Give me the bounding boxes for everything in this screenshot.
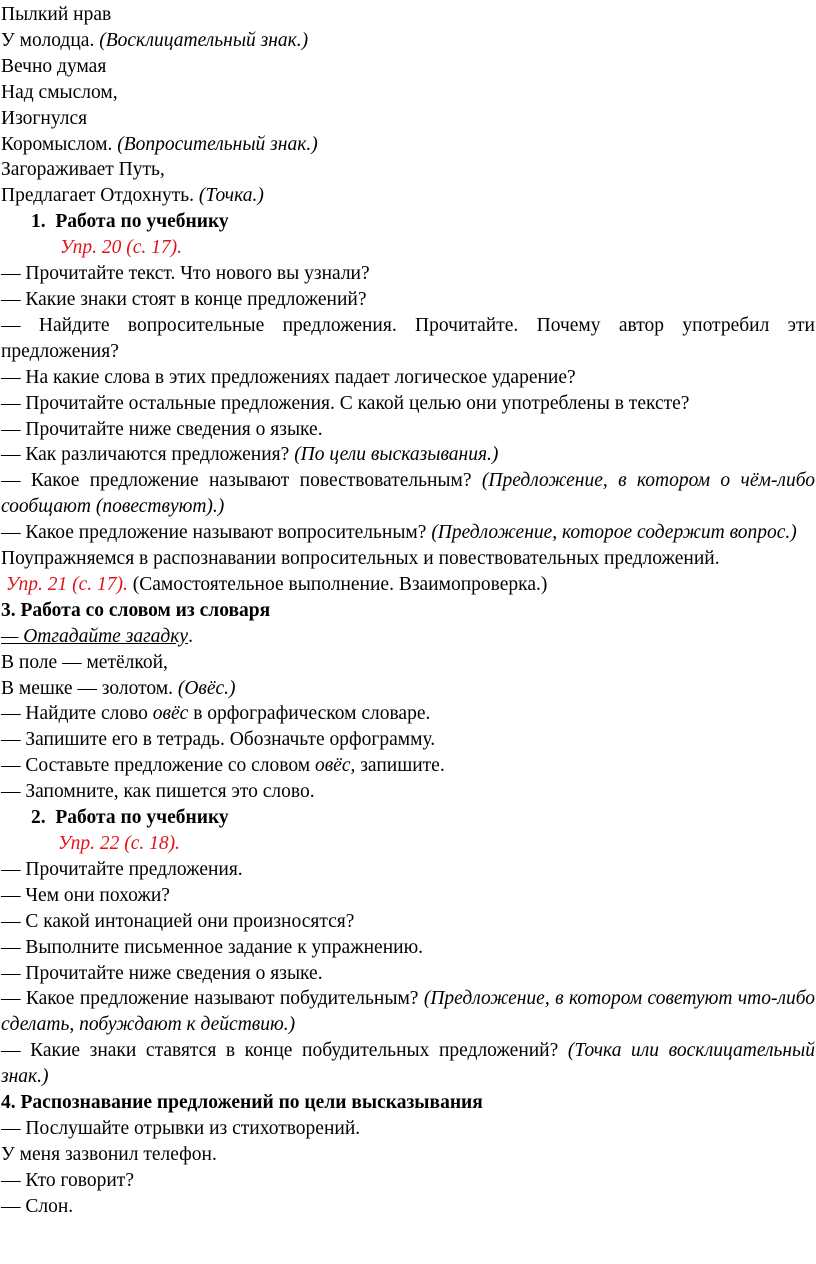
riddle-prompt: — Отгадайте загадку.: [1, 625, 193, 647]
answer-text: (Предложение, в котором советуют что-либо сделать, побуждают к действию.): [1, 988, 815, 1036]
exercise-ref: Упр. 20 (с. 17).: [60, 237, 182, 259]
riddle-answer: (Точка.): [198, 185, 264, 207]
question-line: — Какое предложение называют побудительным? (Предложение, в котором советуют что-либо сделать, побуждают к действию.): [1, 988, 815, 1036]
riddle-line: Над смыслом,: [1, 81, 118, 103]
poem-line: У меня зазвонил телефон.: [1, 1143, 217, 1165]
answer-text: (По цели высказывания.): [294, 444, 499, 466]
riddle-line: Изогнулся: [1, 107, 88, 129]
question-line: — Прочитайте текст. Что нового вы узнали?: [1, 263, 370, 285]
poem-line: — Кто говорит?: [1, 1169, 134, 1191]
riddle-line: Загораживает Путь,: [1, 159, 165, 181]
riddle-line: У молодца. (Восклицательный знак.): [1, 29, 309, 51]
practice-line: Поупражняемся в распознавании вопросительных и повествовательных предложений.: [1, 548, 720, 570]
question-line: — Какое предложение называют вопросительным? (Предложение, которое содержит вопрос.): [1, 522, 797, 544]
riddle-line: Вечно думая: [1, 55, 107, 77]
question-line: — Послушайте отрывки из стихотворений.: [1, 1117, 361, 1139]
question-line: — На какие слова в этих предложениях падает логическое ударение?: [1, 366, 576, 388]
question-line: — Прочитайте остальные предложения. С какой целью они употреблены в тексте?: [1, 392, 690, 414]
poem-line: — Слон.: [1, 1195, 74, 1217]
task-line: — Запишите его в тетрадь. Обозначьте орфограмму.: [1, 729, 436, 751]
riddle-line: Предлагает Отдохнуть. (Точка.): [1, 185, 264, 207]
riddle-answer: (Восклицательный знак.): [99, 29, 309, 51]
riddle-line: Пылкий нрав: [1, 4, 112, 25]
question-line: — Прочитайте ниже сведения о языке.: [1, 418, 323, 440]
task-line: — Запомните, как пишется это слово.: [1, 781, 315, 803]
question-line: — Прочитайте ниже сведения о языке.: [1, 962, 323, 984]
riddle-answer: (Вопросительный знак.): [117, 133, 318, 155]
question-line: — Какие знаки стоят в конце предложений?: [1, 288, 367, 310]
task-line: — Составьте предложение со словом овёс, запишите.: [1, 755, 445, 777]
riddle-line: Коромыслом. (Вопросительный знак.): [1, 133, 318, 155]
answer-text: (Точка или восклицательный знак.): [1, 1040, 815, 1088]
question-line: — Какие знаки ставятся в конце побудительных предложений? (Точка или восклицательный знак.): [1, 1040, 815, 1088]
question-line: — Какое предложение называют повествовательным? (Предложение, в котором о чём-либо сообщают (повествуют).): [1, 470, 815, 518]
question-line: — Найдите вопросительные предложения. Прочитайте. Почему автор употребил эти предложения?: [1, 314, 815, 362]
question-line: — Выполните письменное задание к упражнению.: [1, 936, 424, 958]
task-line: — Найдите слово овёс в орфографическом словаре.: [1, 703, 431, 725]
question-line: — Чем они похожи?: [1, 884, 170, 906]
section-heading-4: 4. Распознавание предложений по цели высказывания: [1, 1092, 483, 1114]
answer-text: (Предложение, которое содержит вопрос.): [431, 522, 797, 544]
riddle-line: В мешке — золотом. (Овёс.): [1, 677, 236, 699]
section-heading-1: 1. Работа по учебнику: [31, 211, 229, 233]
section-heading-3: 3. Работа со словом из словаря: [1, 599, 271, 621]
question-line: — Как различаются предложения? (По цели высказывания.): [1, 444, 499, 466]
exercise-line: Упр. 21 (с. 17). (Самостоятельное выполнение. Взаимопроверка.): [5, 573, 548, 595]
section-heading-2: 2. Работа по учебнику: [31, 807, 229, 829]
exercise-ref: Упр. 22 (с. 18).: [58, 833, 180, 854]
riddle-answer: (Овёс.): [177, 677, 236, 699]
answer-text: (Предложение, в котором о чём-либо сообщают (повествуют).): [1, 470, 815, 518]
exercise-ref: Упр. 21 (с. 17).: [5, 573, 128, 595]
question-line: — С какой интонацией они произносятся?: [1, 910, 355, 932]
riddle-line: В поле — метёлкой,: [1, 651, 168, 673]
question-line: — Прочитайте предложения.: [1, 858, 243, 880]
